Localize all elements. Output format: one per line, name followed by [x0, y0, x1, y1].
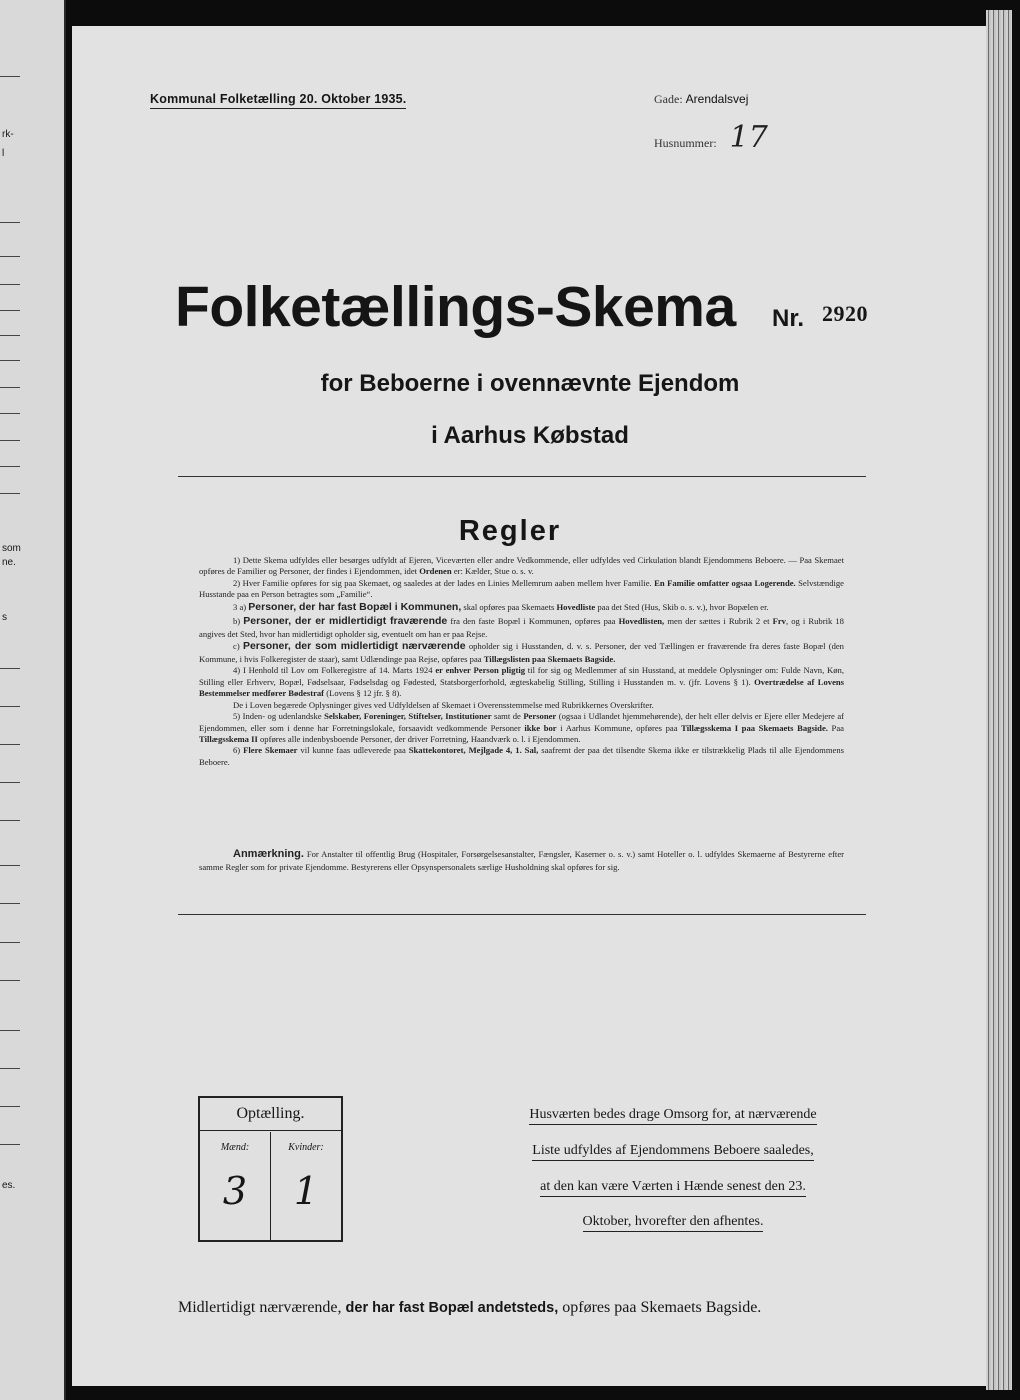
notice-line: Liste udfyldes af Ejendommens Beboere saaledes,	[503, 1143, 843, 1159]
women-count: 1	[293, 1169, 319, 1213]
house-number-label: Husnummer:	[654, 136, 717, 150]
left-facing-page	[0, 0, 66, 1400]
page-rule	[0, 865, 20, 866]
women-column	[271, 1132, 341, 1240]
men-count: 3	[222, 1169, 248, 1213]
footer-note	[178, 1299, 761, 1317]
form-subtitle: for Beboerne i ovennævnte Ejendom	[320, 370, 740, 397]
men-label: Mænd:	[220, 1142, 250, 1153]
form-location: i Aarhus Købstad	[431, 422, 629, 449]
page-rule	[0, 360, 20, 361]
remark-text: For Anstalter til offentlig Brug (Hospitaler, Forsørgelsesanstalter, Fængsler, Kaserner o. s. v.) samt Hoteller o. l. udfyldes Skemaerne af Bestyrerne efter samme Regler som for private Ejendomme. Bestyrerens eller Opsynspersonalets særlige Husholdning skal opføres for sig.	[199, 849, 844, 872]
left-fragment: s	[2, 612, 7, 623]
rule-2: 2) Hver Familie opføres for sig paa Skemaet, og saaledes at der lades en Linies Mellemrum aaben mellem hver Familie. En Familie omfatter ogsaa Logerende. Selvstændige Husstande paa en Person betragtes som „Familie“.	[199, 577, 844, 600]
page-rule	[0, 782, 20, 783]
page-rule	[0, 493, 20, 494]
left-fragment: rk-	[2, 129, 14, 140]
stacked-page-edges	[986, 10, 1012, 1390]
page-rule	[0, 744, 20, 745]
page-rule	[0, 310, 20, 311]
page-rule	[0, 980, 20, 981]
page-rule	[0, 335, 20, 336]
count-box	[198, 1096, 343, 1242]
rule-3b: b) Personer, der er midlertidigt fraværende fra den faste Bopæl i Kommunen, opføres paa Hovedlisten, men der sættes i Rubrik 2 et Frv, og i Rubrik 18 angives det Sted, hvor han midlertidigt opholder sig, eventuelt om han er paa Rejse.	[199, 614, 844, 639]
rules-text	[199, 555, 844, 768]
form-number-value: 2920	[822, 301, 868, 326]
divider	[178, 914, 866, 915]
remark-label: Anmærkning.	[233, 848, 304, 860]
page-rule	[0, 256, 20, 257]
divider	[178, 476, 866, 477]
page-rule	[0, 466, 20, 467]
page-rule	[0, 903, 20, 904]
rule-1: 1) Dette Skema udfyldes eller besørges udfyldt af Ejeren, Viceværten eller andre Vedkommende, eller udfyldes ved Cirkulation blandt Ejendommens Beboere. — Paa Skemaet opføres de Familier og Personer, der findes i Ejendommen, idet Ordenen er: Kælder, Stue o. s. v.	[199, 555, 844, 577]
left-fragment: ne.	[2, 557, 16, 568]
page-rule	[0, 1030, 20, 1031]
street-line	[654, 92, 748, 107]
page-rule	[0, 76, 20, 77]
page-rule	[0, 668, 20, 669]
form-title: Folketællings-Skema	[175, 275, 736, 339]
page-rule	[0, 413, 20, 414]
footer-part: opføres paa Skemaets Bagside.	[562, 1299, 762, 1316]
census-heading: Kommunal Folketælling 20. Oktober 1935.	[150, 92, 406, 109]
notice-line: at den kan være Værten i Hænde senest den 23.	[503, 1179, 843, 1195]
page-rule	[0, 942, 20, 943]
remark-paragraph	[199, 847, 844, 873]
rule-4: 4) I Henhold til Lov om Folkeregistre af 14. Marts 1924 er enhver Person pligtig til for sig og Medlemmer af sin Husstand, at meddele Oplysninger om: Fulde Navn, Køn, Stilling eller Erhverv, Bopæl, Fødselsaar, Fødselsdag og Fødested, Statsborgerforhold, ægteskabelig Stilling, Stilling i Husstanden m. v. (jfr. Lovens § 1). Overtrædelse af Lovens Bestemmelser medfører Bødestraf (Lovens § 12 jfr. § 8).	[199, 665, 845, 699]
notice-line: Husværten bedes drage Omsorg for, at nærværende	[503, 1107, 843, 1123]
house-number-value: 17	[729, 120, 768, 155]
page-rule	[0, 284, 20, 285]
left-fragment: es.	[2, 1180, 16, 1191]
rule-5: 5) Inden- og udenlandske Selskaber, Foreninger, Stiftelser, Institutioner samt de Personer (ogsaa i Udlandet hjemmehørende), der helt eller delvis er Ejere eller Medejere af Ejendommen, eller som i denne har Forretningslokale, forsaavidt vedkommende Personer ikke bor i Aarhus Kommune, opføres paa Tillægsskema I paa Skemaets Bagside. Paa Tillægsskema II opføres alle indenbysboende Personer, der driver Forretning, Haandværk o. l. i Ejendommen.	[199, 711, 844, 744]
rule-4b: De i Loven begærede Oplysninger gives ved Udfyldelsen af Skemaet i Overensstemmelse med Rubrikkernes Overskrifter.	[233, 699, 654, 710]
rule-3c: c) Personer, der som midlertidigt nærværende opholder sig i Husstanden, d. v. s. Personer, der ved Tællingen er fraværende fra deres faste Bopæl (den Kommune, i hvis Folkeregister de staar), samt Udlændinge paa Rejse, opføres paa Tillægslisten paa Skemaets Bagside.	[199, 640, 844, 664]
house-number-line	[654, 120, 768, 155]
page-rule	[0, 820, 20, 821]
men-column	[200, 1132, 271, 1240]
footer-part-bold: der har fast Bopæl andetsteds,	[345, 1300, 559, 1316]
page-rule	[0, 706, 20, 707]
page-rule	[0, 440, 20, 441]
street-label: Gade:	[654, 92, 683, 106]
count-title: Optælling.	[200, 1098, 341, 1131]
rule-3a: 3 a) Personer, der har fast Bopæl i Kommunen, skal opføres paa Skemaets Hovedliste paa det Sted (Hus, Skib o. s. v.), hvor Bopælen er.	[233, 600, 769, 613]
notice-line: Oktober, hvorefter den afhentes.	[503, 1214, 843, 1230]
rules-heading: Regler	[458, 515, 562, 547]
street-value: Arendalsvej	[685, 92, 749, 106]
left-fragment: som	[2, 543, 21, 554]
women-label: Kvinder:	[288, 1142, 324, 1153]
rule-6: 6) Flere Skemaer vil kunne faas udleverede paa Skattekontoret, Mejlgade 4, 1. Sal, saafremt der paa det tilsendte Skema ikke er tilstrækkelig Plads til alle Ejendommens Beboere.	[199, 745, 844, 767]
page-rule	[0, 1144, 20, 1145]
page-rule	[0, 387, 20, 388]
page-rule	[0, 222, 20, 223]
page-rule	[0, 1068, 20, 1069]
left-fragment: l	[2, 148, 5, 159]
form-number-label: Nr.	[772, 305, 805, 332]
footer-part: Midlertidigt nærværende,	[178, 1299, 342, 1316]
page-rule	[0, 1106, 20, 1107]
